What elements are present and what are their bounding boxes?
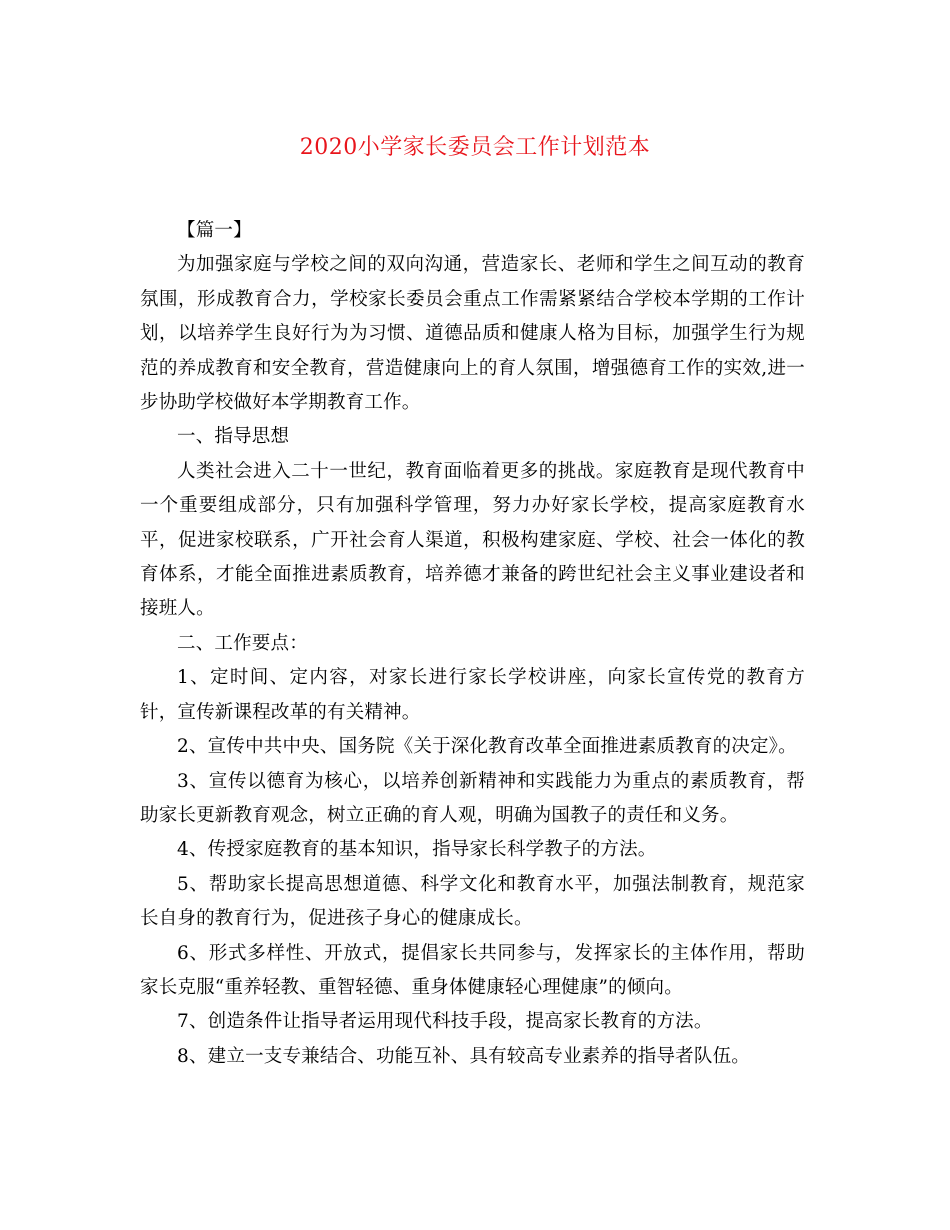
intro-paragraph: 为加强家庭与学校之间的双向沟通，营造家长、老师和学生之间互动的教育氛围，形成教育合力，学校家长委员会重点工作需紧紧结合学校本学期的工作计划，以培养学生良好行为为习惯、道德品质和健康人格为目标，加强学生行为规范的养成教育和安全教育，营造健康向上的育人氛围，增强德育工作的实效,进一步协助学校做好本学期教育工作。 bbox=[140, 254, 805, 414]
work-point-item: 5、帮助家长提高思想道德、科学文化和教育水平，加强法制教育，规范家长自身的教育行为，促进孩子身心的健康成长。 bbox=[140, 873, 805, 930]
section-heading-work-points: 二、工作要点： bbox=[177, 632, 308, 654]
work-point-item: 3、宣传以德育为核心，以培养创新精神和实践能力为重点的素质教育，帮助家长更新教育观念，树立正确的育人观，明确为国教子的责任和义务。 bbox=[140, 770, 805, 826]
work-point-item: 7、创造条件让指导者运用现代科技手段，提高家长教育的方法。 bbox=[177, 1011, 713, 1033]
section-heading-guiding-ideology: 一、指导思想 bbox=[177, 426, 290, 448]
work-point-item: 2、宣传中共中央、国务院《关于深化教育改革全面推进素质教育的决定》。 bbox=[177, 736, 797, 758]
document-title: 2020小学家长委员会工作计划范本 bbox=[299, 135, 651, 160]
guiding-ideology-paragraph: 人类社会进入二十一世纪，教育面临着更多的挑战。家庭教育是现代教育中一个重要组成部分，只有加强科学管理，努力办好家长学校，提高家庭教育水平，促进家校联系，广开社会育人渠道，积极构建家庭、学校、社会一体化的教育体系，才能全面推进素质教育，培养德才兼备的跨世纪社会主义事业建设者和接班人。 bbox=[140, 460, 805, 620]
work-point-item: 1、定时间、定内容，对家长进行家长学校讲座，向家长宣传党的教育方针，宣传新课程改革的有关精神。 bbox=[140, 667, 805, 723]
work-point-item: 8、建立一支专兼结合、功能互补、具有较高专业素养的指导者队伍。 bbox=[177, 1045, 750, 1067]
work-point-item: 6、形式多样性、开放式，提倡家长共同参与，发挥家长的主体作用，帮助家长克服“重养轻教、重智轻德、重身体健康轻心理健康”的倾向。 bbox=[140, 942, 805, 998]
work-point-item: 4、传授家庭教育的基本知识，指导家长科学教子的方法。 bbox=[177, 839, 657, 861]
document-body bbox=[140, 214, 805, 1074]
section-heading-part-one: 【篇一】 bbox=[177, 220, 252, 241]
